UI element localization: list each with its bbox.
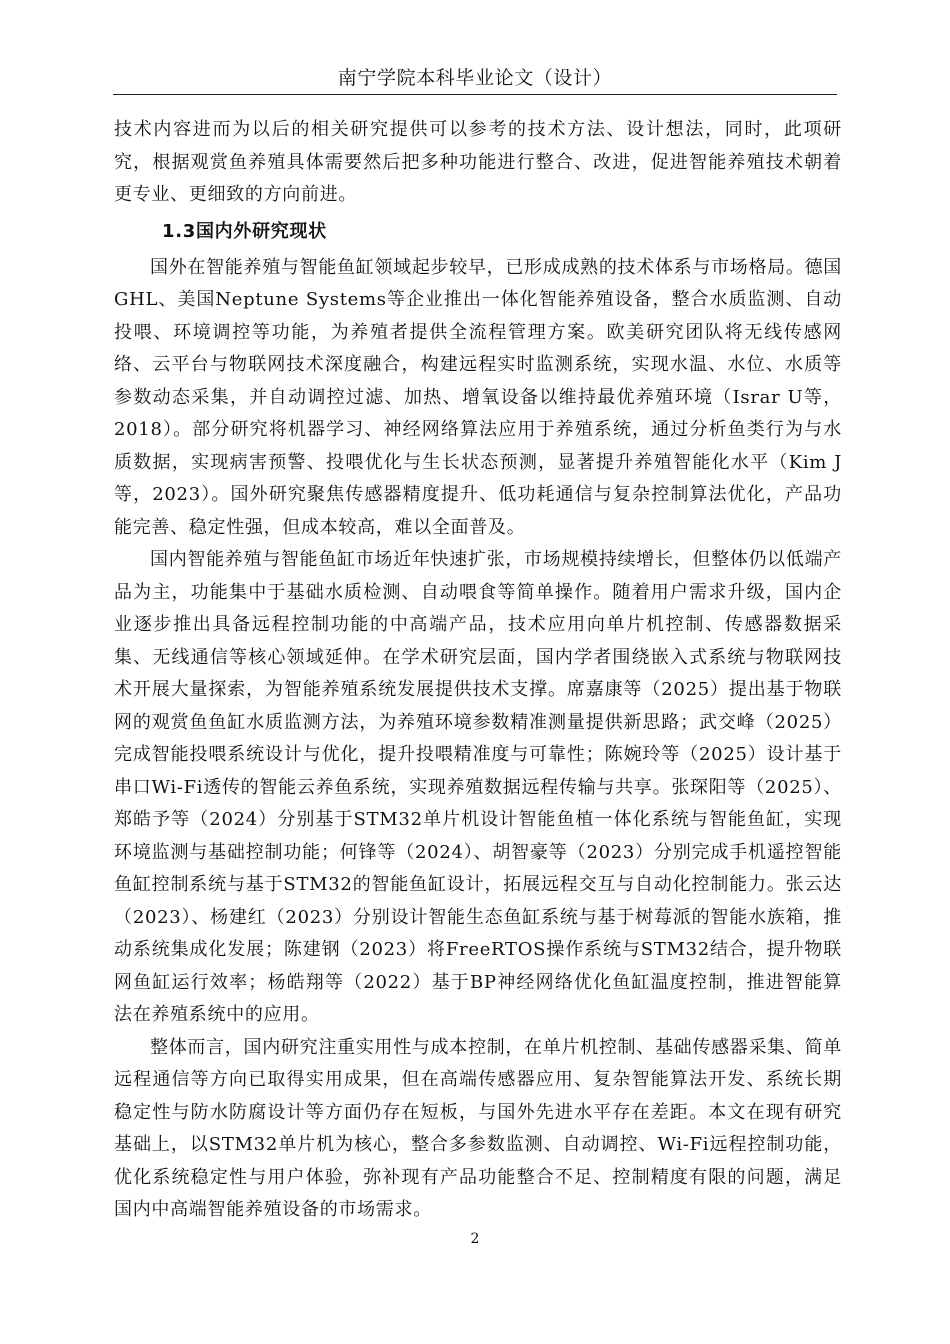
body-content xyxy=(114,114,842,1227)
page-header xyxy=(113,64,837,95)
paragraph-continued: 技术内容进而为以后的相关研究提供可以参考的技术方法、设计想法，同时，此项研究，根据观赏鱼养殖具体需要然后把多种功能进行整合、改进，促进智能养殖技术朝着更专业、更细致的方向前进。 xyxy=(114,119,842,205)
section-heading: 1.3国内外研究现状 xyxy=(162,220,327,242)
page-number: 2 xyxy=(470,1231,480,1247)
header-title: 南宁学院本科毕业论文（设计） xyxy=(337,67,613,89)
paragraph-summary: 整体而言，国内研究注重实用性与成本控制，在单片机控制、基础传感器采集、简单远程通信等方向已取得实用成果，但在高端传感器应用、复杂智能算法开发、系统长期稳定性与防水防腐设计等方面仍存在短板，与国外先进水平存在差距。本文在现有研究基础上，以STM32单片机为核心，整合多参数监测、自动调控、Wi-Fi远程控制功能，优化系统稳定性与用户体验，弥补现有产品功能整合不足、控制精度有限的问题，满足国内中高端智能养殖设备的市场需求。 xyxy=(114,1036,842,1220)
paragraph-foreign-research: 国外在智能养殖与智能鱼缸领域起步较早，已形成成熟的技术体系与市场格局。德国GHL、美国Neptune Systems等企业推出一体化智能养殖设备，整合水质监测、自动投喂、环境调控等功能，为养殖者提供全流程管理方案。欧美研究团队将无线传感网络、云平台与物联网技术深度融合，构建远程实时监测系统，实现水温、水位、水质等参数动态采集，并自动调控过滤、加热、增氧设备以维持最优养殖环境（Israr U等，2018）。部分研究将机器学习、神经网络算法应用于养殖系统，通过分析鱼类行为与水质数据，实现病害预警、投喂优化与生长状态预测，显著提升养殖智能化水平（Kim J等，2023）。国外研究聚焦传感器精度提升、低功耗通信与复杂控制算法优化，产品功能完善、稳定性强，但成本较高，难以全面普及。 xyxy=(114,256,842,538)
paragraph-domestic-research: 国内智能养殖与智能鱼缸市场近年快速扩张，市场规模持续增长，但整体仍以低端产品为主，功能集中于基础水质检测、自动喂食等简单操作。随着用户需求升级，国内企业逐步推出具备远程控制功能的中高端产品，技术应用向单片机控制、传感器数据采集、无线通信等核心领域延伸。在学术研究层面，国内学者围绕嵌入式系统与物联网技术开展大量探索，为智能养殖系统发展提供技术支撑。席嘉康等（2025）提出基于物联网的观赏鱼鱼缸水质监测方法，为养殖环境参数精准测量提供新思路；武交峰（2025）完成智能投喂系统设计与优化，提升投喂精准度与可靠性；陈婉玲等（2025）设计基于串口Wi-Fi透传的智能云养鱼系统，实现养殖数据远程传输与共享。张琛阳等（2025）、郑皓予等（2024）分别基于STM32单片机设计智能鱼植一体化系统与智能鱼缸，实现环境监测与基础控制功能；何锋等（2024）、胡智豪等（2023）分别完成手机遥控智能鱼缸控制系统与基于STM32的智能鱼缸设计，拓展远程交互与自动化控制能力。张云达（2023）、杨建红（2023）分别设计智能生态鱼缸系统与基于树莓派的智能水族箱，推动系统集成化发展；陈建钢（2023）将FreeRTOS操作系统与STM32结合，提升物联网鱼缸运行效率；杨皓翔等（2022）基于BP神经网络优化鱼缸温度控制，推进智能算法在养殖系统中的应用。 xyxy=(114,549,842,1025)
